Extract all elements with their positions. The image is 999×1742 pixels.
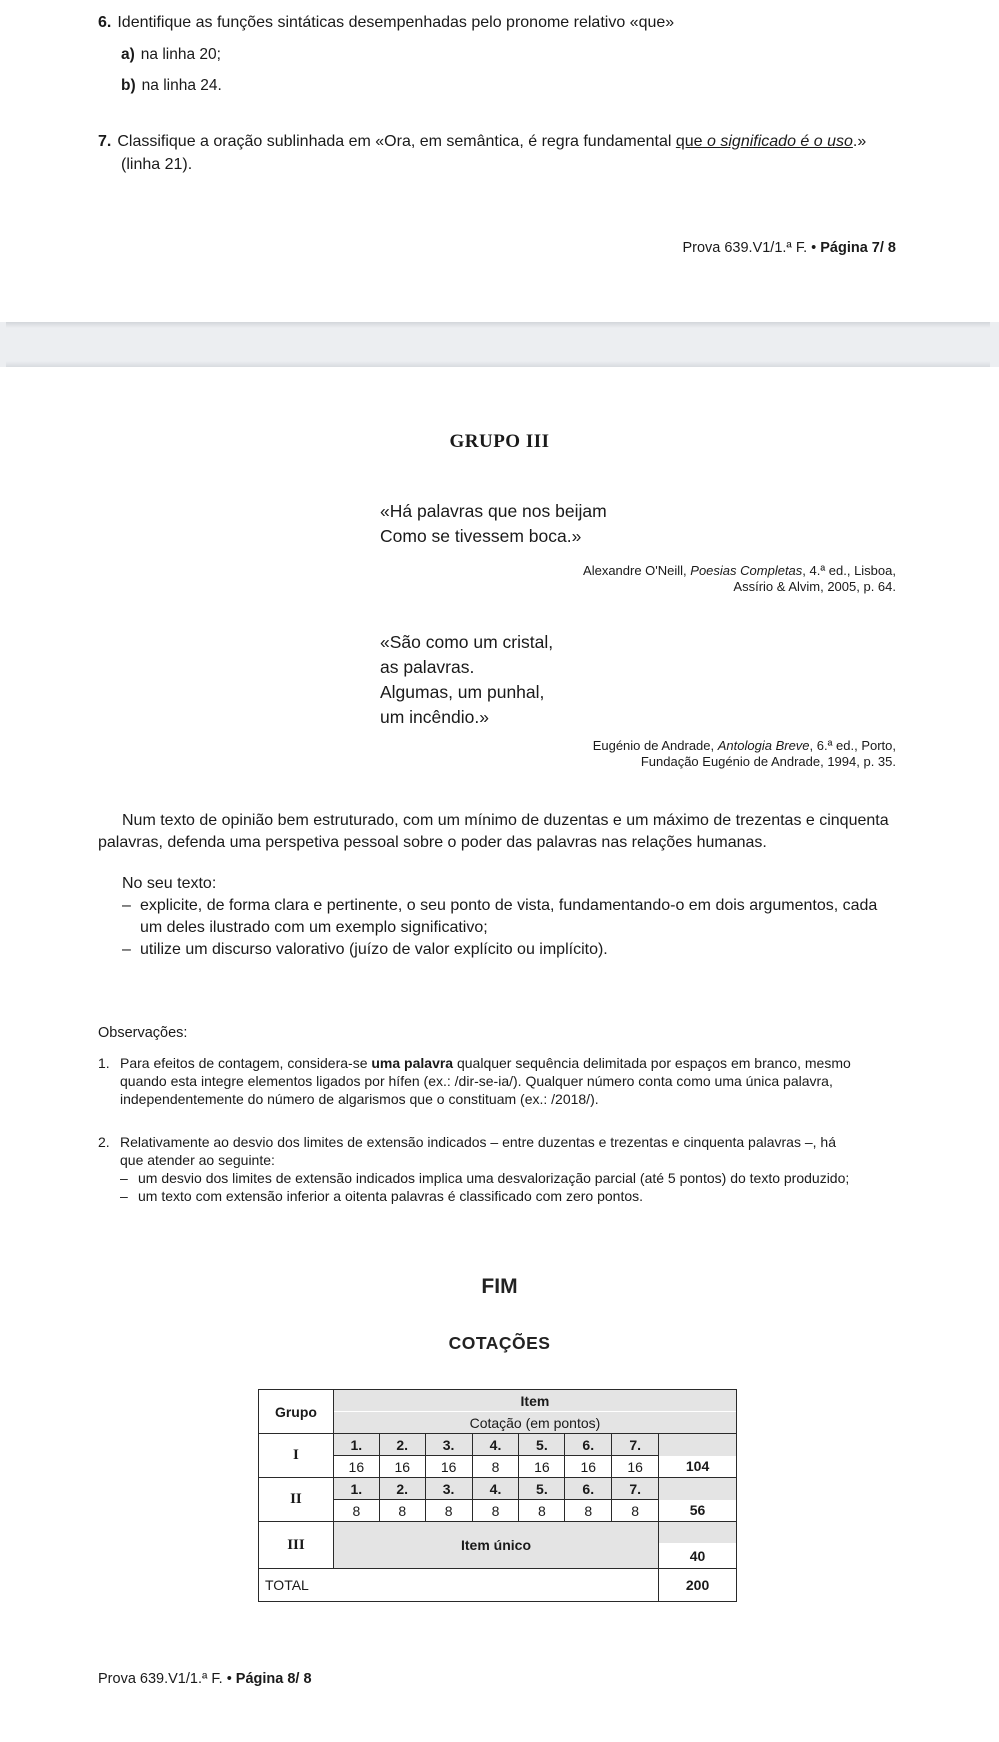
citation-edition: , 6.ª ed., Porto, <box>809 738 896 753</box>
total-value: 200 <box>659 1569 737 1602</box>
bullet-text: utilize um discurso valorativo (juízo de valor explícito ou implícito). <box>140 941 608 958</box>
group-label: III <box>259 1522 334 1569</box>
observation-bullet <box>98 1187 910 1205</box>
poem-line: as palavras. <box>380 657 475 677</box>
observation-line: quando esta integre elementos ligados por hífen (ex.: /dir-se-ia/). Qualquer número conta como uma única palavra, <box>120 1073 833 1089</box>
citation-work: Poesias Completas <box>690 563 803 578</box>
instruction-line-1: Num texto de opinião bem estruturado, com um mínimo de duzentas e um máximo de trezentas e cinquenta <box>122 812 889 829</box>
group-total: 40 <box>659 1543 737 1569</box>
citation-publisher: Fundação Eugénio de Andrade, 1994, p. 35. <box>640 754 896 769</box>
item-label: a) <box>121 46 135 63</box>
poem-line: «Há palavras que nos beijam <box>380 501 607 521</box>
points-cell: 8 <box>612 1500 659 1522</box>
observation-line <box>98 1054 910 1072</box>
observation-text: qualquer sequência delimitada por espaços em branco, mesmo <box>453 1055 851 1071</box>
observation-line <box>98 1133 910 1151</box>
item-number: 5. <box>519 1434 565 1456</box>
dash: – <box>122 941 131 958</box>
empty-cell <box>659 1434 737 1456</box>
question-number: 6. <box>98 14 112 31</box>
citation-author: Eugénio de Andrade, <box>592 738 718 753</box>
footer-exam-code: Prova 639.V1/1.ª F. • <box>682 240 821 256</box>
table-row <box>259 1522 737 1544</box>
question-6 <box>98 12 674 34</box>
citation-work: Antologia Breve <box>717 738 810 753</box>
item-number: 2. <box>379 1478 425 1500</box>
page-footer-7 <box>682 240 896 256</box>
table-row <box>259 1434 737 1456</box>
citation-line <box>583 563 896 579</box>
item-number: 1. <box>333 1434 379 1456</box>
bullet-1-continued: um deles ilustrado com um exemplo significativo; <box>140 919 488 936</box>
header-row <box>259 1390 737 1412</box>
item-number: 6. <box>565 1434 612 1456</box>
item-number: 3. <box>425 1434 472 1456</box>
item-number: 1. <box>333 1478 379 1500</box>
no-seu-texto-label: No seu texto: <box>122 875 217 892</box>
bullet-1 <box>122 895 912 917</box>
item-unico: Item único <box>333 1522 658 1569</box>
points-cell: 8 <box>333 1500 379 1522</box>
header-item: Item <box>333 1390 736 1412</box>
dash: – <box>122 897 131 914</box>
poem-line: um incêndio.» <box>380 707 489 727</box>
points-cell: 8 <box>379 1500 425 1522</box>
points-cell: 8 <box>425 1500 472 1522</box>
points-cell: 8 <box>519 1500 565 1522</box>
citation-1 <box>583 563 896 595</box>
instruction-line-2: palavras, defenda uma perspetiva pessoal sobre o poder das palavras nas relações humanas. <box>98 834 767 851</box>
cotacoes-title: COTAÇÕES <box>448 1333 551 1353</box>
table-row <box>259 1478 737 1500</box>
observation-line: que atender ao seguinte: <box>120 1152 275 1168</box>
empty-cell <box>659 1522 737 1544</box>
points-cell: 16 <box>612 1456 659 1478</box>
total-row <box>259 1569 737 1602</box>
group-title: GRUPO III <box>449 431 550 452</box>
underlined-clause: que <box>675 133 708 150</box>
cotacoes-table <box>258 1389 737 1602</box>
poem-line: Algumas, um punhal, <box>380 682 545 702</box>
item-number: 4. <box>472 1434 519 1456</box>
footer-page-number: Página 8/ 8 <box>235 1671 312 1687</box>
citation-line <box>593 738 896 754</box>
header-cotacao: Cotação (em pontos) <box>333 1412 736 1434</box>
points-cell: 16 <box>333 1456 379 1478</box>
points-cell: 16 <box>565 1456 612 1478</box>
total-label: TOTAL <box>259 1569 659 1602</box>
item-number: 6. <box>565 1478 612 1500</box>
page-shadow-top <box>6 322 990 328</box>
question-7-line2: (linha 21). <box>121 156 193 173</box>
item-label: b) <box>121 77 136 94</box>
instruction <box>98 810 910 854</box>
underlined-clause-italic: o significado é o uso <box>707 133 853 150</box>
group-total: 104 <box>659 1456 737 1478</box>
question-text: Classifique a oração sublinhada em «Ora, em semântica, é regra fundamental <box>117 133 676 150</box>
observation-text: Para efeitos de contagem, considera-se <box>120 1055 372 1071</box>
item-text: na linha 24. <box>141 77 222 94</box>
question-number: 7. <box>98 133 112 150</box>
points-cell: 16 <box>425 1456 472 1478</box>
page-shadow-bottom <box>6 361 990 367</box>
item-number: 2. <box>379 1434 425 1456</box>
points-cell: 8 <box>472 1456 519 1478</box>
citation-author: Alexandre O'Neill, <box>583 563 691 578</box>
empty-cell <box>659 1478 737 1500</box>
observation-2 <box>98 1133 910 1205</box>
observation-text: um desvio dos limites de extensão indicados implica uma desvalorização parcial (até 5 pontos) do texto produzido; <box>138 1170 850 1186</box>
guidelines <box>122 873 912 961</box>
group-label: II <box>259 1478 334 1522</box>
poem-1 <box>380 499 607 549</box>
item-number: 3. <box>425 1478 472 1500</box>
observation-bold: uma palavra <box>371 1055 454 1071</box>
item-number: 7. <box>612 1434 659 1456</box>
footer-page-number: Página 7/ 8 <box>820 240 896 256</box>
item-number: 5. <box>519 1478 565 1500</box>
points-cell: 8 <box>565 1500 612 1522</box>
observations-title: Observações: <box>98 1025 188 1041</box>
question-7 <box>98 131 918 153</box>
item-text: na linha 20; <box>140 46 221 63</box>
observation-line: independentemente do número de algarismos que o constituam (ex.: /2018/). <box>120 1091 599 1107</box>
observation-text: um texto com extensão inferior a oitenta palavras é classificado com zero pontos. <box>138 1188 644 1204</box>
group-label: I <box>259 1434 334 1478</box>
observation-number: 1. <box>98 1055 110 1071</box>
question-6b <box>121 77 222 95</box>
bullet-text: explicite, de forma clara e pertinente, o seu ponto de vista, fundamentando-o em dois argumentos, cada <box>140 897 878 914</box>
question-6a <box>121 46 221 64</box>
end-marker: FIM <box>481 1275 518 1298</box>
citation-edition: , 4.ª ed., Lisboa, <box>802 563 896 578</box>
observation-1 <box>98 1054 910 1108</box>
group-total: 56 <box>659 1500 737 1522</box>
poem-line: Como se tivessem boca.» <box>380 526 582 546</box>
question-text: Identifique as funções sintáticas desempenhadas pelo pronome relativo «que» <box>117 14 675 31</box>
observation-number: 2. <box>98 1134 110 1150</box>
points-cell: 8 <box>472 1500 519 1522</box>
points-cell: 16 <box>379 1456 425 1478</box>
citation-2 <box>593 738 896 770</box>
header-grupo: Grupo <box>259 1390 334 1434</box>
item-number: 4. <box>472 1478 519 1500</box>
bullet-2 <box>122 939 912 961</box>
observation-bullet <box>98 1169 910 1187</box>
poem-2 <box>380 630 553 730</box>
footer-exam-code: Prova 639.V1/1.ª F. • <box>98 1671 236 1687</box>
item-number: 7. <box>612 1478 659 1500</box>
observation-text: Relativamente ao desvio dos limites de extensão indicados – entre duzentas e trezentas e cinquenta palavras –, há <box>120 1134 836 1150</box>
page-footer-8 <box>98 1671 312 1687</box>
question-text-end: .» <box>852 133 867 150</box>
dash: – <box>120 1188 128 1204</box>
poem-line: «São como um cristal, <box>380 632 554 652</box>
points-cell: 16 <box>519 1456 565 1478</box>
citation-publisher: Assírio & Alvim, 2005, p. 64. <box>733 579 896 594</box>
dash: – <box>120 1170 128 1186</box>
